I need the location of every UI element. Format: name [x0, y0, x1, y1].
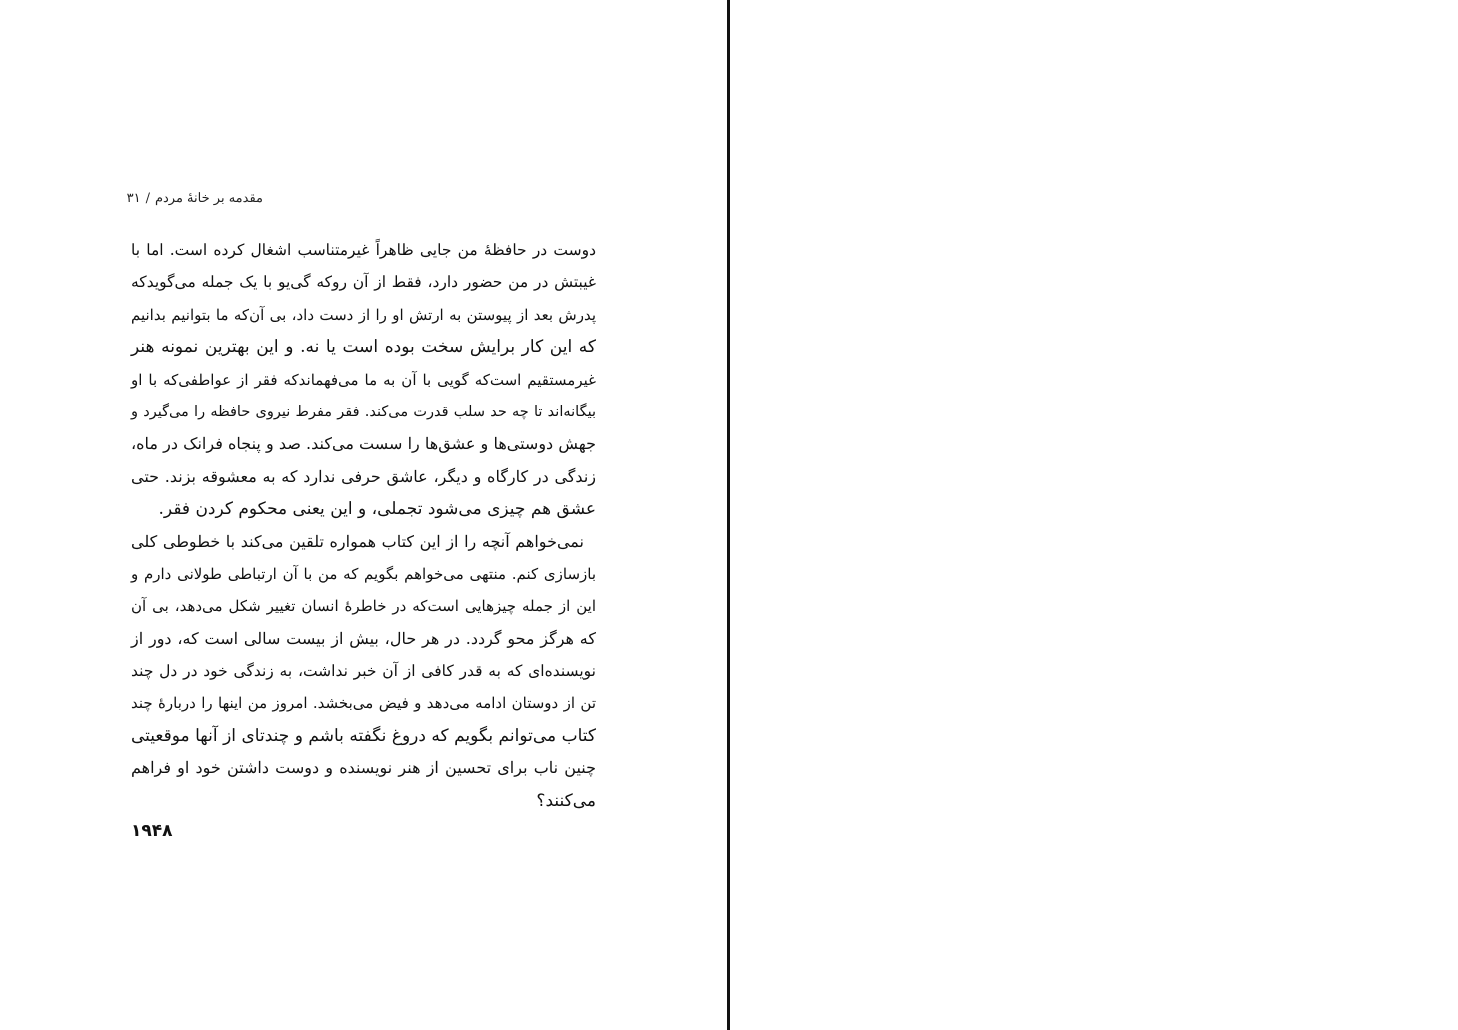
text-line: چنین ناب برای تحسین از هنر نویسنده و دوست داشتن خود او فراهم: [131, 758, 596, 778]
text-line: دوست در حافظۀ من جایی ظاهراً غیرمتناسب اشغال کرده است. اما با: [131, 241, 596, 259]
text-line: عشق هم چیزی می‌شود تجملی، و این یعنی محکوم کردن فقر.: [158, 499, 596, 520]
text-line: نویسنده‌ای که به قدر کافی از آن خبر نداشت، به زندگی خود در دل چند: [131, 662, 596, 681]
text-line: تن از دوستان ادامه می‌دهد و فیض می‌بخشد. امروز من اینها را دربارۀ چند: [131, 694, 596, 713]
text-line: غیرمستقیم است‌که گویی با آن به ما می‌فهماند‌که فقر از عواطفی‌که با او: [131, 370, 596, 389]
text-line: کتاب می‌توانم بگویم که دروغ نگفته باشم و چندتای از آنها موقعیتی: [131, 725, 596, 746]
text-line: که این کار برایش سخت بوده است یا نه. و این بهترین نمونه هنر: [131, 337, 596, 358]
running-head: [126, 189, 263, 209]
right-page: [730, 0, 1458, 1030]
text-line: جهش دوستی‌ها و عشق‌ها را سست می‌کند. صد و پنجاه فرانک در ماه،: [131, 434, 596, 454]
text-line: که هرگز محو گردد. در هر حال، بیش از بیست سالی است که، دور از: [131, 628, 596, 648]
body-text: [131, 234, 596, 817]
text-line: نمی‌خواهم آنچه را از این کتاب همواره تلقین می‌کند با خطوطی کلی: [131, 531, 584, 551]
running-head-title: مقدمه بر خانۀ مردم: [154, 191, 263, 206]
paragraph: [131, 526, 596, 818]
text-line: پدرش بعد از پیوستن به ارتش او را از دست داد، بی آن‌که ما بتوانیم بدانیم: [131, 305, 596, 324]
left-page: [0, 0, 727, 1030]
running-head-separator: /: [145, 191, 150, 206]
text-line: می‌کنند؟: [536, 790, 596, 811]
text-line: بازسازی کنم. منتهی می‌خواهم بگویم که من با آن ارتباطی طولانی دارم و: [131, 564, 596, 583]
text-line: زندگی در کارگاه و دیگر، عاشق حرفی ندارد که به معشوقه بزند. حتی: [131, 466, 596, 486]
text-line: این از جمله چیزهایی است‌که در خاطرۀ انسان تغییر شکل می‌دهد، بی آن: [131, 597, 596, 616]
text-line: غیبتش در من حضور دارد، فقط از آن روکه گی‌یو با یک جمله می‌گوید‌که: [131, 273, 596, 292]
year-dateline: ۱۹۴۸: [131, 821, 173, 841]
page-number: ۳۱: [126, 191, 141, 206]
paragraph: [131, 234, 596, 526]
text-line: بیگانه‌اند تا چه حد سلب قدرت می‌کند. فقر مفرط نیروی حافظه را می‌گیرد و: [131, 403, 596, 420]
